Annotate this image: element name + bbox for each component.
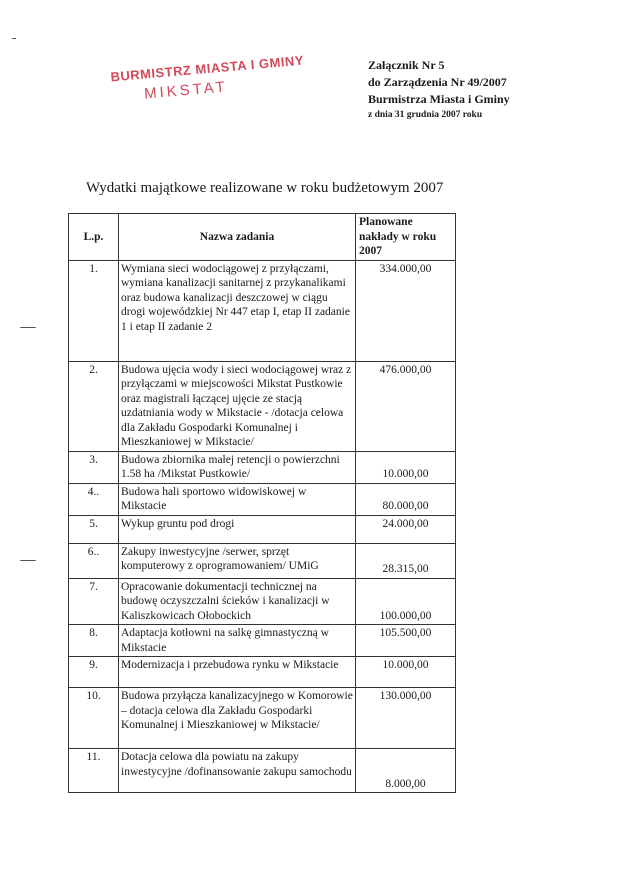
planned-amount: 105.500,00	[356, 625, 456, 657]
table-row	[69, 543, 456, 578]
table-row	[69, 578, 456, 625]
stamp-line-2: MIKSTAT	[143, 78, 229, 103]
scan-mark	[12, 38, 16, 39]
table-row	[69, 688, 456, 749]
task-name: Budowa hali sportowo widowiskowej w Mikstacie	[119, 483, 356, 515]
planned-amount: 10.000,00	[356, 657, 456, 688]
planned-amount: 476.000,00	[356, 361, 456, 451]
table-row	[69, 260, 456, 361]
row-number: 10.	[69, 688, 119, 749]
task-name: Adaptacja kotłowni na salkę gimnastyczną w Mikstacie	[119, 625, 356, 657]
planned-amount: 10.000,00	[356, 451, 456, 483]
table-row	[69, 451, 456, 483]
column-header-lp: L.p.	[69, 214, 119, 261]
order-reference: do Zarządzenia Nr 49/2007	[368, 75, 507, 89]
table-row	[69, 515, 456, 543]
table-row	[69, 749, 456, 793]
task-name: Dotacja celowa dla powiatu na zakupy inwestycyjne /dofinansowanie zakupu samochodu	[119, 749, 356, 793]
task-name: Wymiana sieci wodociągowej z przyłączami, wymiana kanalizacji sanitarnej z przykanalikami oraz budowa kanalizacji deszczowej w ciągu drogi wojewódzkiej Nr 447 etap I, etap II zadanie 1 i etap II zadanie 2	[119, 260, 356, 361]
hole-punch-mark	[20, 560, 36, 561]
planned-amount: 28.315,00	[356, 543, 456, 578]
expenditure-table	[68, 213, 456, 793]
table-header-row	[69, 214, 456, 261]
table-row	[69, 625, 456, 657]
task-name: Budowa przyłącza kanalizacyjnego w Komorowie – dotacja celowa dla Zakładu Gospodarki Komunalnej i Mieszkaniowej w Mikstacie/	[119, 688, 356, 749]
row-number: 5.	[69, 515, 119, 543]
planned-amount: 100.000,00	[356, 578, 456, 625]
planned-amount: 334.000,00	[356, 260, 456, 361]
stamp-line-1: BURMISTRZ MIASTA I GMINY	[109, 52, 305, 85]
row-number: 9.	[69, 657, 119, 688]
document-title: Wydatki majątkowe realizowane w roku budżetowym 2007	[86, 180, 444, 196]
row-number: 4..	[69, 483, 119, 515]
task-name: Budowa zbiornika małej retencji o powierzchni 1.58 ha /Mikstat Pustkowie/	[119, 451, 356, 483]
task-name: Opracowanie dokumentacji technicznej na budowę oczyszczalni ścieków i kanalizacji w Kaliszkowicach Ołobockich	[119, 578, 356, 625]
official-stamp	[109, 52, 305, 125]
row-number: 7.	[69, 578, 119, 625]
row-number: 2.	[69, 361, 119, 451]
issuer: Burmistrza Miasta i Gminy	[368, 92, 510, 106]
row-number: 11.	[69, 749, 119, 793]
hole-punch-mark	[20, 327, 36, 328]
table-row	[69, 657, 456, 688]
task-name: Wykup gruntu pod drogi	[119, 515, 356, 543]
task-name: Modernizacja i przebudowa rynku w Mikstacie	[119, 657, 356, 688]
task-name: Budowa ujęcia wody i sieci wodociągowej wraz z przyłączami w miejscowości Mikstat Pustkowie oraz magistrali łączącej ujęcie ze stacją uzdatniania wody w Mikstacie - /dotacja celowa dla Zakładu Gospodarki Komunalnej i Mieszkaniowej w Mikstacie/	[119, 361, 356, 451]
planned-amount: 8.000,00	[356, 749, 456, 793]
document-header	[368, 57, 628, 122]
column-header-name: Nazwa zadania	[119, 214, 356, 261]
planned-amount: 130.000,00	[356, 688, 456, 749]
issue-date: z dnia 31 grudnia 2007 roku	[368, 110, 483, 120]
task-name: Zakupy inwestycyjne /serwer, sprzęt komputerowy z oprogramowaniem/ UMiG	[119, 543, 356, 578]
column-header-amount: Planowane nakłady w roku 2007	[356, 214, 456, 261]
attachment-number: Załącznik Nr 5	[368, 58, 445, 72]
planned-amount: 24.000,00	[356, 515, 456, 543]
row-number: 6..	[69, 543, 119, 578]
row-number: 3.	[69, 451, 119, 483]
row-number: 8.	[69, 625, 119, 657]
planned-amount: 80.000,00	[356, 483, 456, 515]
row-number: 1.	[69, 260, 119, 361]
table-row	[69, 361, 456, 451]
table-row	[69, 483, 456, 515]
